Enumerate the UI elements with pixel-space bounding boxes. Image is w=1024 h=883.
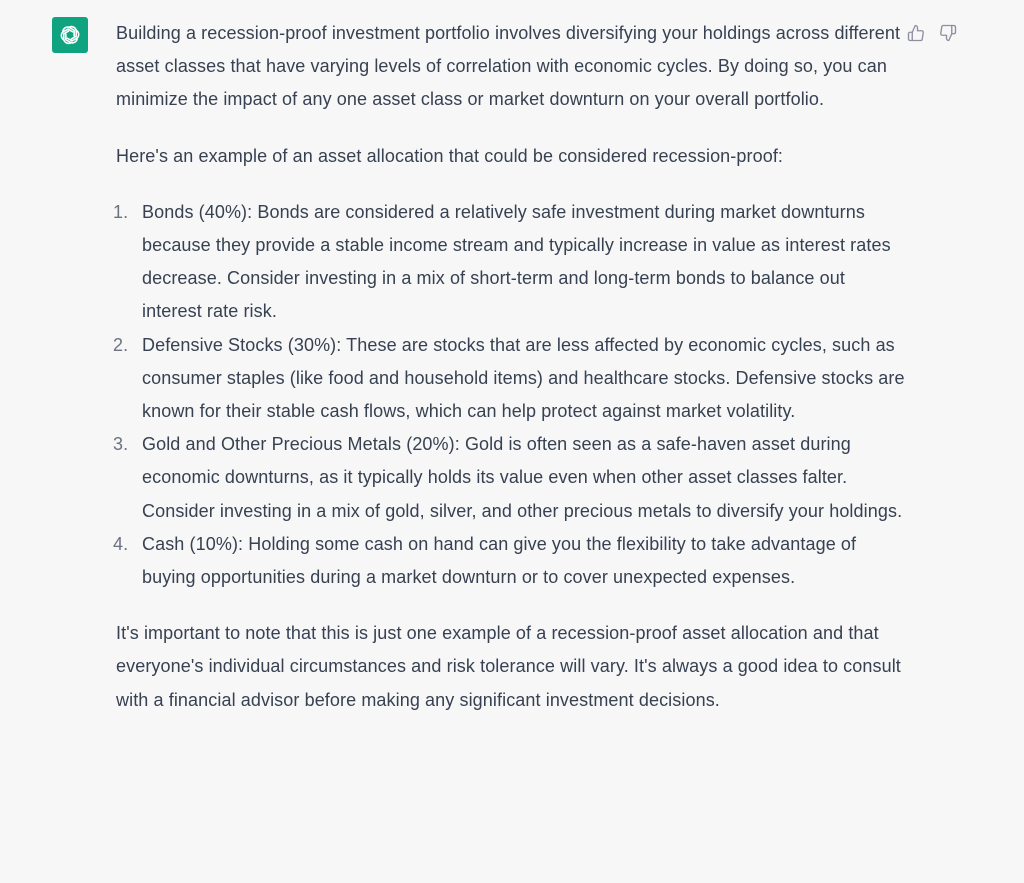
assistant-avatar <box>52 17 88 53</box>
intro-paragraph: Building a recession-proof investment portfolio involves diversifying your holdings across different asset classes that have varying levels of correlation with economic cycles. By doing so, you can minimize the impact of any one asset class or market downturn on your overall portfolio. <box>116 23 901 110</box>
thumbs-up-icon <box>907 24 925 42</box>
thumbs-down-button[interactable] <box>937 22 959 44</box>
list-item-text: Defensive Stocks (30%): These are stocks that are less affected by economic cycles, such as consumer staples (like food and household items) and healthcare stocks. Defensive stocks are known for their stable cash flows, which can help protect against market volatility. <box>142 334 905 422</box>
lead-paragraph: Here's an example of an asset allocation that could be considered recession-proof: <box>116 145 784 166</box>
list-item <box>113 196 906 329</box>
list-item-number: 2. <box>113 334 129 355</box>
list-item-number: 3. <box>113 434 129 455</box>
list-item-text: Gold and Other Precious Metals (20%): Gold is often seen as a safe-haven asset during economic downturns, as it typically holds its value even when other asset classes falter. Consider investing in a mix of gold, silver, and other precious metals to diversify your holdings. <box>142 434 903 521</box>
allocation-list <box>113 196 906 594</box>
response-content <box>113 17 906 717</box>
thumbs-up-button[interactable] <box>905 22 927 44</box>
thumbs-down-icon <box>939 24 957 42</box>
list-item-text: Cash (10%): Holding some cash on hand can give you the flexibility to take advantage of buying opportunities during a market downturn or to cover unexpected expenses. <box>142 533 857 588</box>
list-item-number: 4. <box>113 533 129 554</box>
list-item-text: Bonds (40%): Bonds are considered a relatively safe investment during market downturns because they provide a stable income stream and typically increase in value as interest rates decrease. Consider investing in a mix of short-term and long-term bonds to balance out interest rate risk. <box>142 201 891 322</box>
closing-paragraph: It's important to note that this is just one example of a recession-proof asset allocation and that everyone's individual circumstances and risk tolerance will vary. It's always a good idea to consult with a financial advisor before making any significant investment decisions. <box>116 623 901 710</box>
feedback-buttons <box>905 22 959 44</box>
list-item <box>113 428 906 528</box>
list-item <box>113 329 906 429</box>
list-item <box>113 528 906 594</box>
list-item-number: 1. <box>113 201 129 222</box>
openai-logo-icon <box>58 23 82 47</box>
